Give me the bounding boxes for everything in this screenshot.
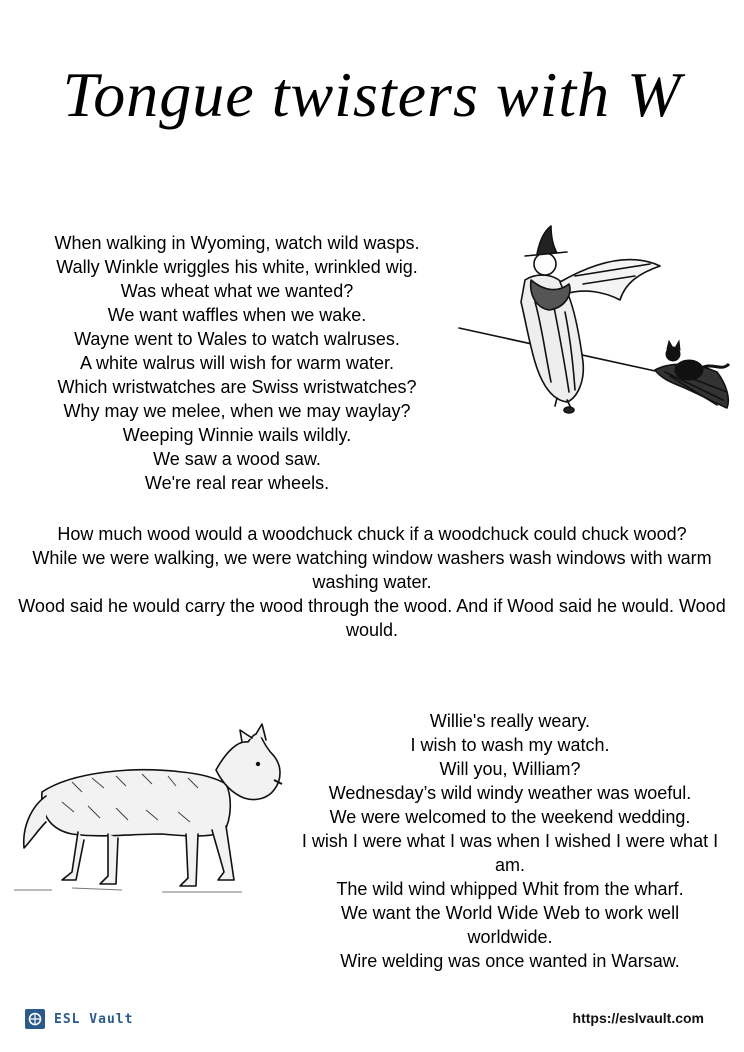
wolf-illustration xyxy=(12,722,302,900)
twister-line: We want waffles when we wake. xyxy=(107,305,367,325)
twister-line: Wayne went to Wales to watch walruses. xyxy=(74,329,400,349)
twister-line: I wish I were what I was when I wished I were what I am. xyxy=(301,831,719,875)
twister-list-middle xyxy=(10,522,734,642)
page-title: Tongue twisters with W xyxy=(62,59,682,130)
twister-line: Wednesday’s wild windy weather was woeful. xyxy=(328,783,692,803)
twister-line: Will you, William? xyxy=(439,759,581,779)
twister-line: Wally Winkle wriggles his white, wrinkled wig. xyxy=(56,257,418,277)
twister-list-top xyxy=(20,231,454,495)
twister-line: Why may we melee, when we may waylay? xyxy=(63,401,411,421)
vault-badge-icon xyxy=(24,1008,46,1030)
twister-line: I wish to wash my watch. xyxy=(410,735,610,755)
twister-line: We were welcomed to the weekend wedding. xyxy=(329,807,691,827)
twister-line: The wild wind whipped Whit from the wharf. xyxy=(336,879,684,899)
twister-line: We want the World Wide Web to work well worldwide. xyxy=(340,903,680,947)
twister-line: Which wristwatches are Swiss wristwatches? xyxy=(57,377,417,397)
logo-text: ESL Vault xyxy=(54,1011,134,1027)
twister-line: We're real rear wheels. xyxy=(144,473,330,493)
twister-line: How much wood would a woodchuck chuck if a woodchuck could chuck wood? xyxy=(57,524,687,544)
twister-line: We saw a wood saw. xyxy=(153,449,321,469)
site-logo[interactable] xyxy=(24,1006,133,1032)
witch-on-broom-illustration xyxy=(455,222,735,422)
twister-line: Willie's really weary. xyxy=(429,711,591,731)
site-url[interactable]: https://eslvault.com xyxy=(572,1010,704,1026)
twister-list-bottom xyxy=(300,709,720,973)
twister-line: When walking in Wyoming, watch wild wasps. xyxy=(54,233,420,253)
twister-line: Weeping Winnie wails wildly. xyxy=(122,425,352,445)
twister-line: Wood said he would carry the wood through the wood. And if Wood said he would. Wood would. xyxy=(18,596,726,640)
twister-line: A white walrus will wish for warm water. xyxy=(79,353,395,373)
twister-line: Wire welding was once wanted in Warsaw. xyxy=(340,951,680,971)
twister-line: While we were walking, we were watching window washers wash windows with warm washing water. xyxy=(32,548,712,592)
twister-line: Was wheat what we wanted? xyxy=(120,281,354,301)
